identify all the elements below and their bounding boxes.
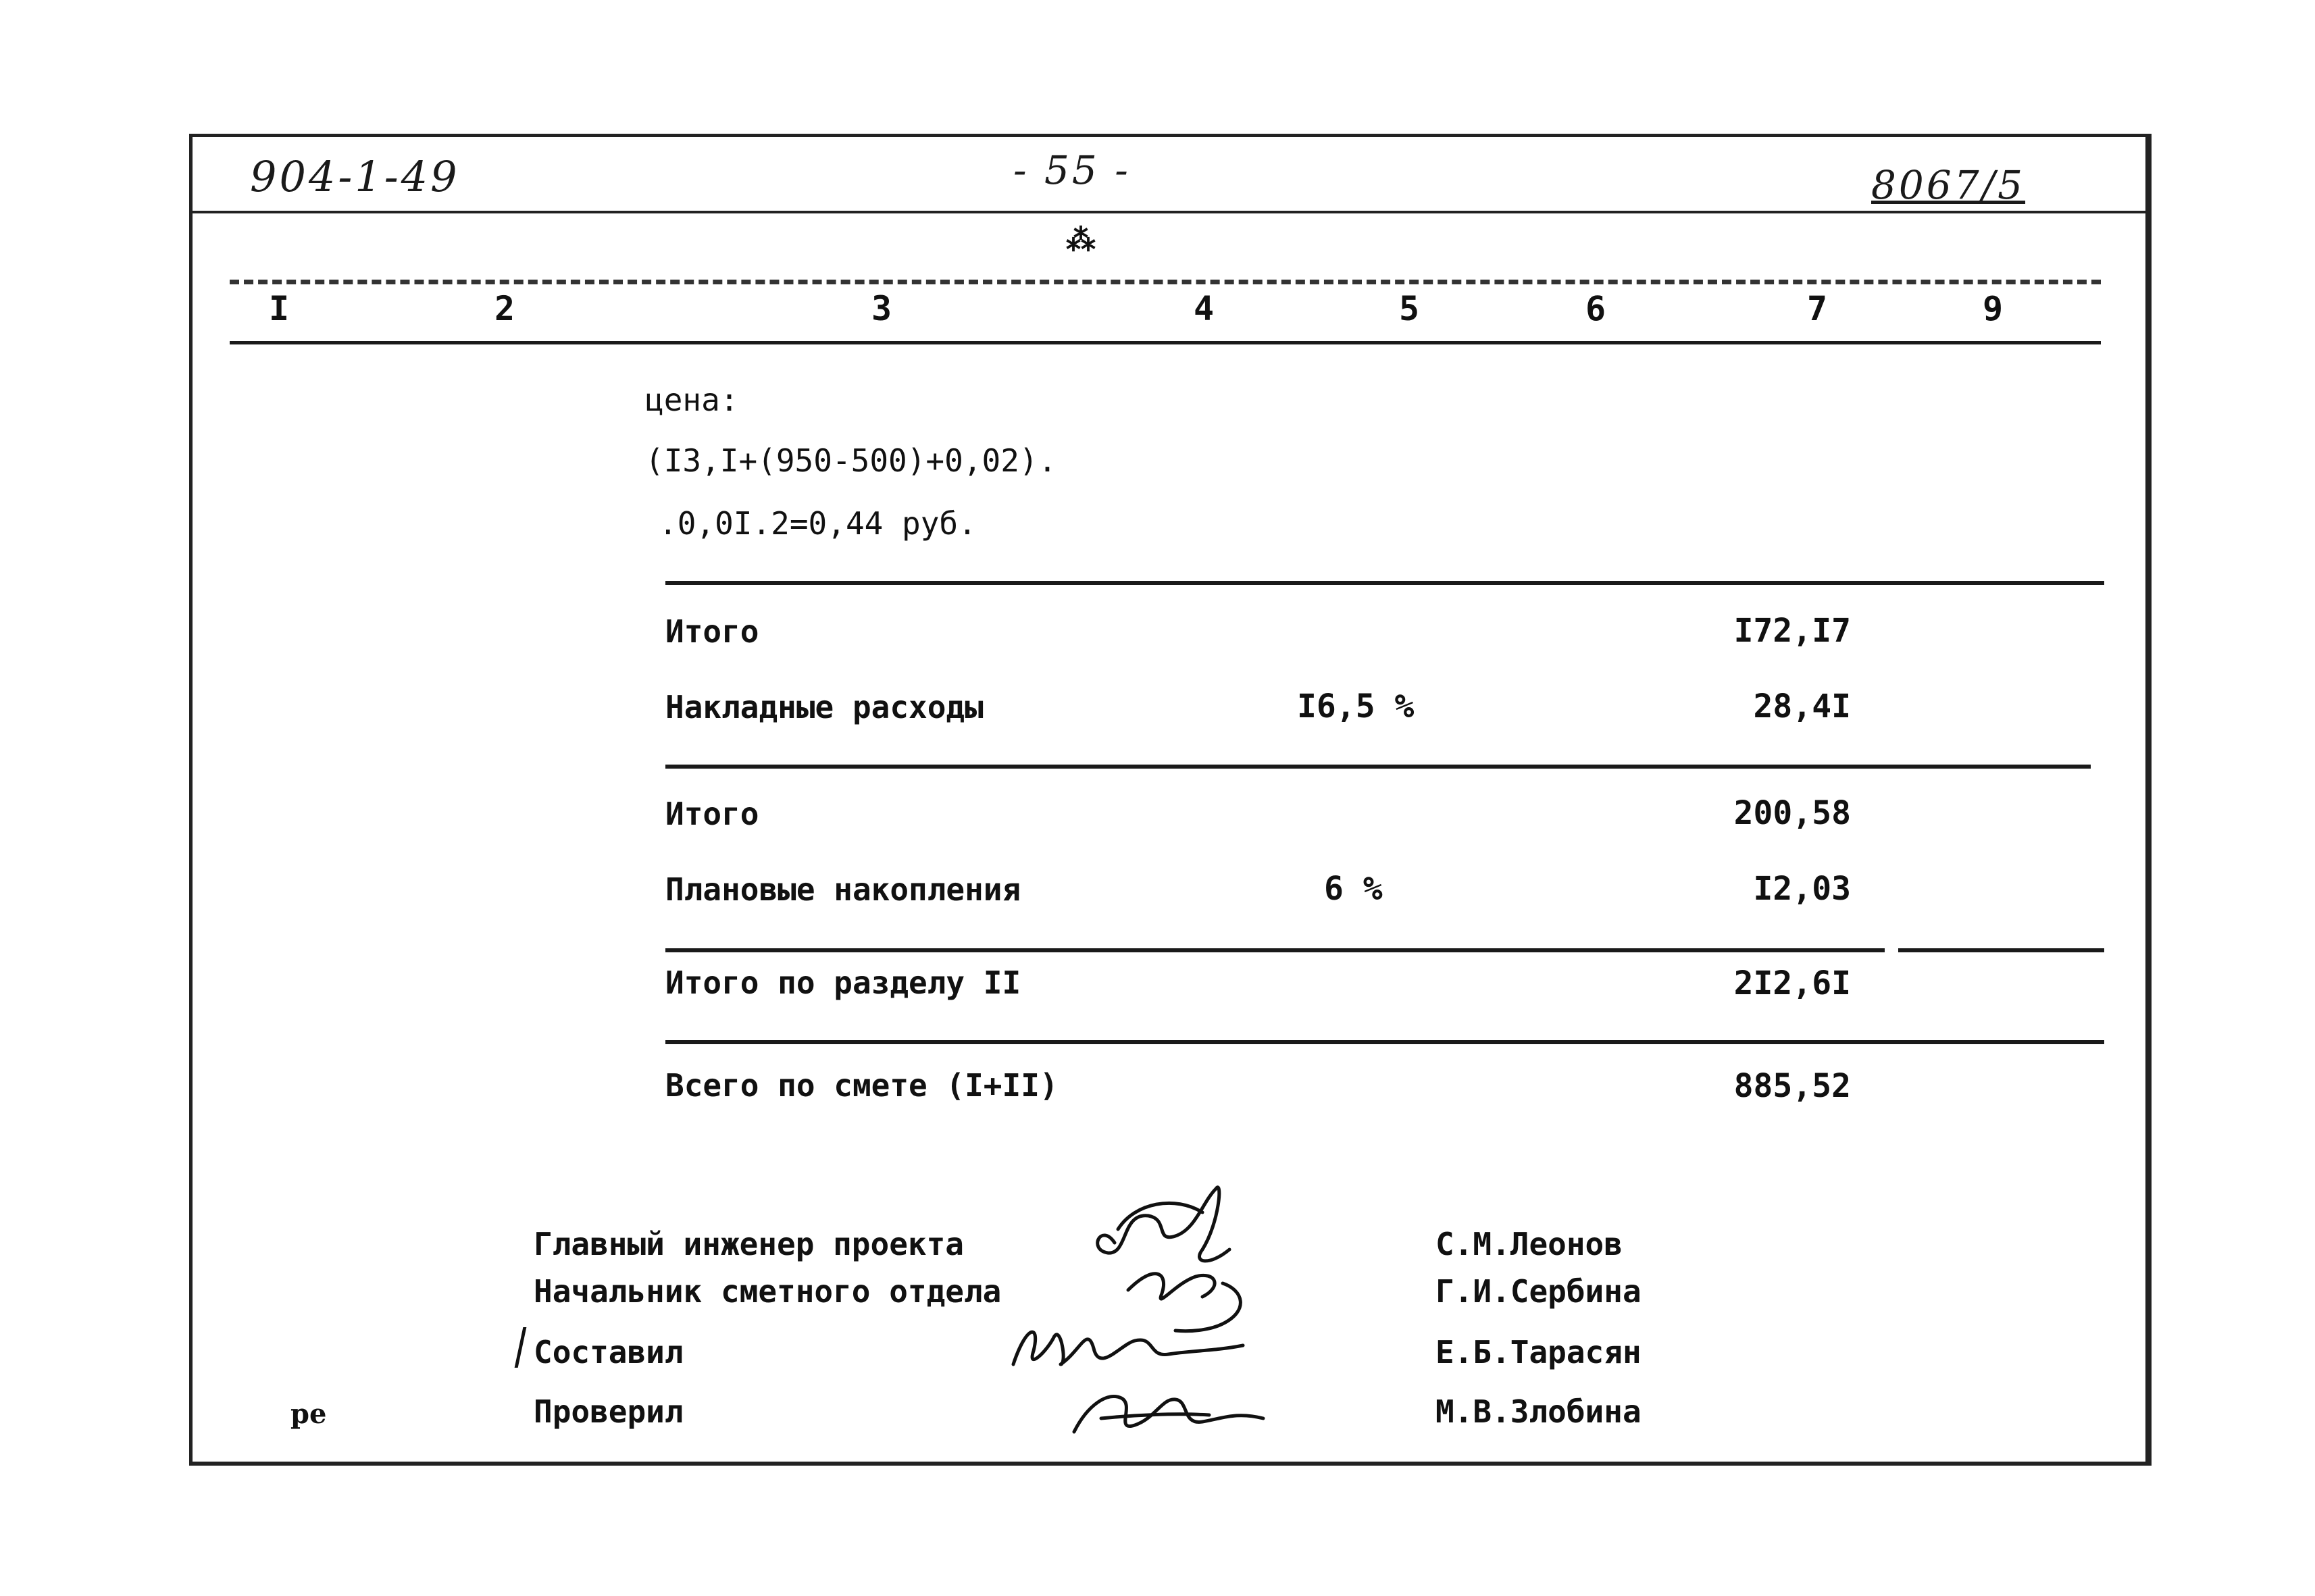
column-number: 5	[1398, 289, 1420, 328]
signature-name: Е.Б.Тарасян	[1435, 1334, 1642, 1370]
column-number: 3	[871, 289, 892, 328]
summary-row-amount: 200,58	[1733, 794, 1851, 832]
summary-row-label: Плановые накопления	[665, 871, 1021, 908]
column-number: 9	[1982, 289, 2004, 328]
signature-name: Г.И.Сербина	[1435, 1273, 1642, 1310]
summary-row-amount: 885,52	[1733, 1067, 1851, 1105]
doc-code: 904-1-49	[250, 152, 460, 201]
summary-row-amount: I72,I7	[1733, 612, 1851, 650]
summary-rule	[665, 765, 2091, 769]
summary-row-label: Итого	[665, 796, 759, 832]
signature-stroke	[1128, 1274, 1215, 1299]
column-number: 7	[1806, 289, 1828, 328]
column-number: 6	[1585, 289, 1606, 328]
signature-stroke	[1101, 1414, 1209, 1418]
column-header-top-rule	[230, 280, 2101, 284]
sheet-code: 8067/5	[1871, 162, 2026, 208]
signature-name: М.В.Злобина	[1435, 1393, 1642, 1430]
summary-rule	[665, 581, 2104, 585]
signature-role: Проверил	[534, 1393, 684, 1430]
handwritten-signatures	[1000, 1148, 1324, 1445]
summary-row-label: Итого по разделу II	[665, 964, 1021, 1001]
summary-row-label: Всего по смете (I+II)	[665, 1067, 1059, 1104]
signature-name: С.М.Леонов	[1435, 1226, 1623, 1262]
column-number: 2	[494, 289, 515, 328]
summary-row-percent: 6 %	[1324, 870, 1383, 908]
summary-rule	[665, 948, 1885, 952]
corner-stamp: ре	[290, 1398, 327, 1430]
calculation-line-1: цена:	[645, 382, 739, 418]
summary-rule	[1898, 948, 2104, 952]
signature-stroke	[1175, 1283, 1240, 1331]
calculation-line-3: .0,0I.2=0,44 руб.	[659, 505, 977, 542]
summary-row-label: Накладные расходы	[665, 689, 984, 725]
column-number: 4	[1193, 289, 1215, 328]
signature-stroke	[1013, 1332, 1243, 1364]
ink-mark: ⁂	[1066, 223, 1096, 257]
signature-role: Начальник сметного отдела	[534, 1273, 1002, 1310]
summary-row-amount: 28,4I	[1753, 688, 1851, 725]
signature-stroke	[1098, 1187, 1229, 1261]
summary-row-percent: I6,5 %	[1297, 688, 1415, 725]
page-number: - 55 -	[1013, 147, 1131, 193]
summary-row-amount: 2I2,6I	[1733, 964, 1851, 1002]
header-rule	[190, 211, 2149, 213]
calculation-line-2: (I3,I+(950-500)+0,02).	[645, 442, 1057, 479]
signature-role: Главный инженер проекта	[534, 1226, 964, 1262]
summary-rule	[665, 1040, 2104, 1044]
summary-row-label: Итого	[665, 613, 759, 650]
column-header-bottom-rule	[230, 341, 2101, 344]
column-number: I	[268, 289, 290, 328]
summary-row-amount: I2,03	[1753, 870, 1851, 908]
signature-role: Составил	[534, 1334, 684, 1370]
